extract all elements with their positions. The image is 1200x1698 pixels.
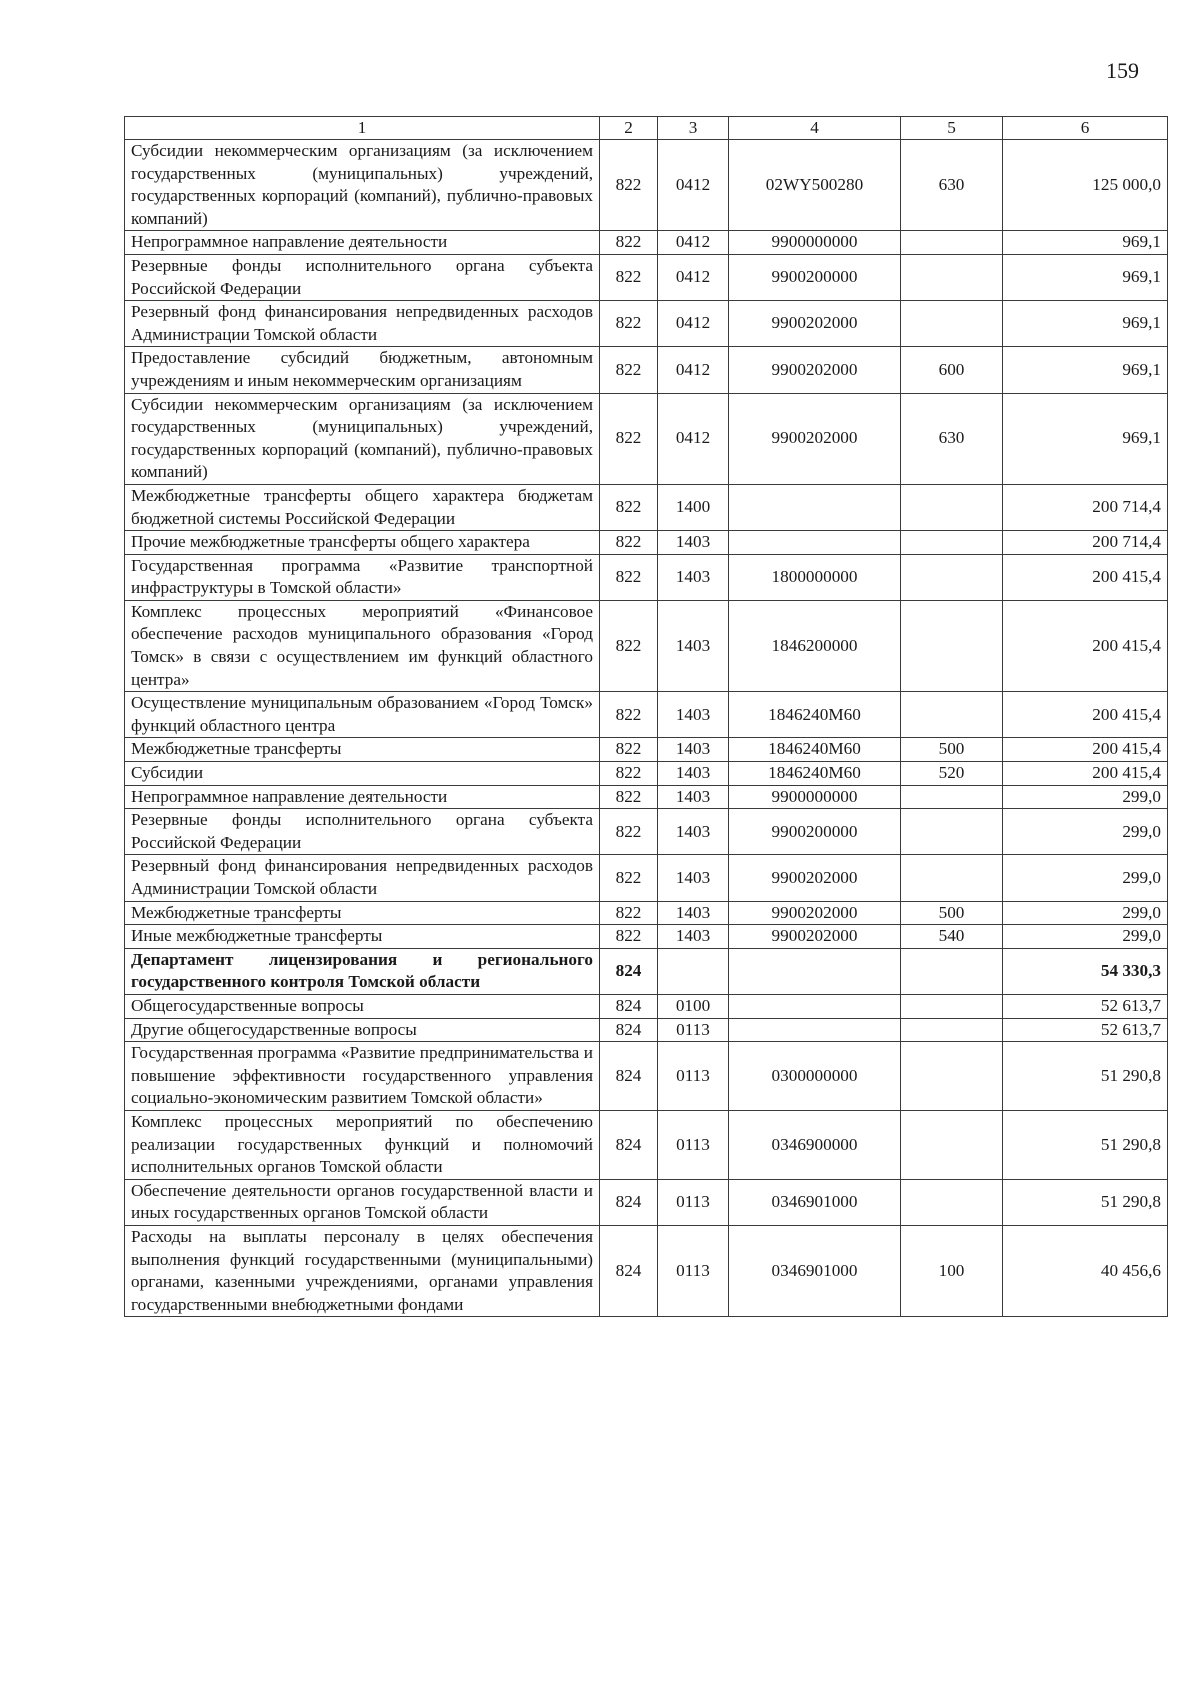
row-csr-cell: 0346901000 bbox=[729, 1225, 901, 1316]
table-row bbox=[125, 1042, 1168, 1111]
row-vr-cell bbox=[901, 785, 1003, 809]
row-name-cell: Субсидии bbox=[125, 762, 600, 786]
row-vr-cell bbox=[901, 301, 1003, 347]
row-vr-cell bbox=[901, 1042, 1003, 1111]
row-ved-cell: 824 bbox=[600, 994, 658, 1018]
table-row bbox=[125, 347, 1168, 393]
row-sum-cell: 299,0 bbox=[1003, 785, 1168, 809]
row-section-cell: 1403 bbox=[658, 925, 729, 949]
row-sum-cell: 200 415,4 bbox=[1003, 600, 1168, 691]
column-header: 2 bbox=[600, 117, 658, 140]
table-row bbox=[125, 948, 1168, 994]
row-sum-cell: 52 613,7 bbox=[1003, 994, 1168, 1018]
row-csr-cell bbox=[729, 948, 901, 994]
row-sum-cell: 200 714,4 bbox=[1003, 531, 1168, 555]
row-vr-cell bbox=[901, 692, 1003, 738]
row-sum-cell: 299,0 bbox=[1003, 855, 1168, 901]
row-csr-cell: 1846240M60 bbox=[729, 738, 901, 762]
row-section-cell: 0412 bbox=[658, 301, 729, 347]
row-csr-cell: 0346901000 bbox=[729, 1179, 901, 1225]
table-row bbox=[125, 1018, 1168, 1042]
row-name-cell: Резервные фонды исполнительного органа субъекта Российской Федерации bbox=[125, 809, 600, 855]
table-row bbox=[125, 738, 1168, 762]
table-row bbox=[125, 785, 1168, 809]
row-vr-cell bbox=[901, 531, 1003, 555]
row-csr-cell: 1846200000 bbox=[729, 600, 901, 691]
row-section-cell: 0113 bbox=[658, 1110, 729, 1179]
row-section-cell: 0412 bbox=[658, 254, 729, 300]
row-vr-cell: 500 bbox=[901, 901, 1003, 925]
row-sum-cell: 125 000,0 bbox=[1003, 140, 1168, 231]
table-row bbox=[125, 855, 1168, 901]
row-csr-cell: 9900200000 bbox=[729, 809, 901, 855]
row-csr-cell: 1846240M60 bbox=[729, 762, 901, 786]
table-row bbox=[125, 484, 1168, 530]
row-ved-cell: 822 bbox=[600, 484, 658, 530]
row-name-cell: Прочие межбюджетные трансферты общего характера bbox=[125, 531, 600, 555]
row-vr-cell bbox=[901, 855, 1003, 901]
row-name-cell: Комплекс процессных мероприятий по обеспечению реализации государственных функций и полномочий исполнительных органов Томской области bbox=[125, 1110, 600, 1179]
row-sum-cell: 299,0 bbox=[1003, 901, 1168, 925]
row-vr-cell: 500 bbox=[901, 738, 1003, 762]
row-section-cell: 1403 bbox=[658, 554, 729, 600]
row-vr-cell bbox=[901, 1179, 1003, 1225]
row-ved-cell: 824 bbox=[600, 1042, 658, 1111]
row-csr-cell: 9900202000 bbox=[729, 301, 901, 347]
row-section-cell: 0412 bbox=[658, 347, 729, 393]
row-sum-cell: 969,1 bbox=[1003, 254, 1168, 300]
table-row bbox=[125, 531, 1168, 555]
table-row bbox=[125, 140, 1168, 231]
row-csr-cell: 9900200000 bbox=[729, 254, 901, 300]
row-name-cell: Государственная программа «Развитие транспортной инфраструктуры в Томской области» bbox=[125, 554, 600, 600]
table-row bbox=[125, 901, 1168, 925]
row-name-cell: Обеспечение деятельности органов государственной власти и иных государственных органов Томской области bbox=[125, 1179, 600, 1225]
row-name-cell: Резервные фонды исполнительного органа субъекта Российской Федерации bbox=[125, 254, 600, 300]
row-name-cell: Межбюджетные трансферты bbox=[125, 901, 600, 925]
row-name-cell: Осуществление муниципальным образованием «Город Томск» функций областного центра bbox=[125, 692, 600, 738]
page-number: 159 bbox=[1106, 58, 1139, 83]
row-csr-cell bbox=[729, 1018, 901, 1042]
column-header: 6 bbox=[1003, 117, 1168, 140]
row-sum-cell: 969,1 bbox=[1003, 231, 1168, 255]
row-csr-cell: 9900202000 bbox=[729, 901, 901, 925]
row-vr-cell: 540 bbox=[901, 925, 1003, 949]
row-ved-cell: 822 bbox=[600, 600, 658, 691]
row-vr-cell: 100 bbox=[901, 1225, 1003, 1316]
row-ved-cell: 822 bbox=[600, 925, 658, 949]
column-header: 3 bbox=[658, 117, 729, 140]
row-csr-cell: 9900202000 bbox=[729, 855, 901, 901]
row-section-cell: 0412 bbox=[658, 231, 729, 255]
row-ved-cell: 822 bbox=[600, 785, 658, 809]
table-row bbox=[125, 1225, 1168, 1316]
row-ved-cell: 822 bbox=[600, 855, 658, 901]
row-name-cell: Непрограммное направление деятельности bbox=[125, 785, 600, 809]
row-name-cell: Предоставление субсидий бюджетным, автономным учреждениям и иным некоммерческим организациям bbox=[125, 347, 600, 393]
row-vr-cell bbox=[901, 600, 1003, 691]
row-ved-cell: 822 bbox=[600, 738, 658, 762]
row-vr-cell bbox=[901, 809, 1003, 855]
row-name-cell: Межбюджетные трансферты общего характера бюджетам бюджетной системы Российской Федерации bbox=[125, 484, 600, 530]
row-ved-cell: 822 bbox=[600, 809, 658, 855]
row-sum-cell: 51 290,8 bbox=[1003, 1179, 1168, 1225]
column-header: 5 bbox=[901, 117, 1003, 140]
row-vr-cell bbox=[901, 994, 1003, 1018]
row-sum-cell: 40 456,6 bbox=[1003, 1225, 1168, 1316]
row-vr-cell bbox=[901, 484, 1003, 530]
table-row bbox=[125, 554, 1168, 600]
table-body bbox=[125, 140, 1168, 1317]
row-sum-cell: 52 613,7 bbox=[1003, 1018, 1168, 1042]
row-section-cell: 0412 bbox=[658, 393, 729, 484]
row-vr-cell bbox=[901, 948, 1003, 994]
table-row bbox=[125, 600, 1168, 691]
row-section-cell: 0412 bbox=[658, 140, 729, 231]
row-ved-cell: 824 bbox=[600, 1179, 658, 1225]
row-ved-cell: 822 bbox=[600, 762, 658, 786]
row-name-cell: Расходы на выплаты персоналу в целях обеспечения выполнения функций государственными (муниципальными) органами, казенными учреждениями, органами управления государственными внебюджетными фондами bbox=[125, 1225, 600, 1316]
row-ved-cell: 822 bbox=[600, 301, 658, 347]
row-csr-cell: 1800000000 bbox=[729, 554, 901, 600]
row-section-cell: 0100 bbox=[658, 994, 729, 1018]
row-ved-cell: 822 bbox=[600, 231, 658, 255]
row-section-cell: 1403 bbox=[658, 809, 729, 855]
row-vr-cell bbox=[901, 554, 1003, 600]
row-csr-cell: 0346900000 bbox=[729, 1110, 901, 1179]
row-name-cell: Комплекс процессных мероприятий «Финансовое обеспечение расходов муниципального образования «Город Томск» в связи с осуществлением им функций областного центра» bbox=[125, 600, 600, 691]
row-name-cell: Государственная программа «Развитие предпринимательства и повышение эффективности государственного управления социально-экономическим развитием Томской области» bbox=[125, 1042, 600, 1111]
table-row bbox=[125, 809, 1168, 855]
table-row bbox=[125, 692, 1168, 738]
row-csr-cell bbox=[729, 531, 901, 555]
row-sum-cell: 200 714,4 bbox=[1003, 484, 1168, 530]
row-csr-cell bbox=[729, 484, 901, 530]
table-row bbox=[125, 254, 1168, 300]
row-csr-cell: 9900000000 bbox=[729, 231, 901, 255]
row-vr-cell bbox=[901, 1018, 1003, 1042]
table-row bbox=[125, 231, 1168, 255]
row-sum-cell: 299,0 bbox=[1003, 809, 1168, 855]
row-section-cell: 1400 bbox=[658, 484, 729, 530]
row-section-cell: 0113 bbox=[658, 1225, 729, 1316]
row-csr-cell: 9900202000 bbox=[729, 925, 901, 949]
row-ved-cell: 822 bbox=[600, 554, 658, 600]
row-sum-cell: 969,1 bbox=[1003, 347, 1168, 393]
row-ved-cell: 822 bbox=[600, 692, 658, 738]
row-section-cell: 1403 bbox=[658, 855, 729, 901]
table-row bbox=[125, 1179, 1168, 1225]
row-section-cell: 1403 bbox=[658, 785, 729, 809]
row-name-cell: Общегосударственные вопросы bbox=[125, 994, 600, 1018]
row-sum-cell: 299,0 bbox=[1003, 925, 1168, 949]
row-vr-cell: 600 bbox=[901, 347, 1003, 393]
row-sum-cell: 51 290,8 bbox=[1003, 1110, 1168, 1179]
table-row bbox=[125, 301, 1168, 347]
row-section-cell: 1403 bbox=[658, 531, 729, 555]
budget-table bbox=[124, 116, 1168, 1317]
row-name-cell: Субсидии некоммерческим организациям (за исключением государственных (муниципальных) учреждений, государственных корпораций (компаний), публично-правовых компаний) bbox=[125, 140, 600, 231]
row-vr-cell bbox=[901, 231, 1003, 255]
row-ved-cell: 822 bbox=[600, 531, 658, 555]
row-ved-cell: 824 bbox=[600, 1018, 658, 1042]
row-csr-cell: 9900202000 bbox=[729, 393, 901, 484]
row-csr-cell: 9900000000 bbox=[729, 785, 901, 809]
row-section-cell: 1403 bbox=[658, 600, 729, 691]
row-sum-cell: 51 290,8 bbox=[1003, 1042, 1168, 1111]
row-sum-cell: 200 415,4 bbox=[1003, 762, 1168, 786]
table-row bbox=[125, 925, 1168, 949]
row-csr-cell: 02WY500280 bbox=[729, 140, 901, 231]
row-ved-cell: 822 bbox=[600, 393, 658, 484]
row-csr-cell bbox=[729, 994, 901, 1018]
row-vr-cell bbox=[901, 1110, 1003, 1179]
row-section-cell: 0113 bbox=[658, 1179, 729, 1225]
row-sum-cell: 54 330,3 bbox=[1003, 948, 1168, 994]
row-csr-cell: 9900202000 bbox=[729, 347, 901, 393]
row-section-cell: 0113 bbox=[658, 1018, 729, 1042]
row-sum-cell: 200 415,4 bbox=[1003, 554, 1168, 600]
row-vr-cell bbox=[901, 254, 1003, 300]
row-name-cell: Межбюджетные трансферты bbox=[125, 738, 600, 762]
table-row bbox=[125, 393, 1168, 484]
row-section-cell: 1403 bbox=[658, 692, 729, 738]
row-ved-cell: 822 bbox=[600, 347, 658, 393]
row-csr-cell: 1846240M60 bbox=[729, 692, 901, 738]
row-vr-cell: 630 bbox=[901, 140, 1003, 231]
row-ved-cell: 824 bbox=[600, 1110, 658, 1179]
row-name-cell: Другие общегосударственные вопросы bbox=[125, 1018, 600, 1042]
row-ved-cell: 822 bbox=[600, 254, 658, 300]
row-sum-cell: 200 415,4 bbox=[1003, 692, 1168, 738]
table-row bbox=[125, 762, 1168, 786]
row-vr-cell: 630 bbox=[901, 393, 1003, 484]
row-ved-cell: 824 bbox=[600, 948, 658, 994]
row-name-cell: Резервный фонд финансирования непредвиденных расходов Администрации Томской области bbox=[125, 855, 600, 901]
row-ved-cell: 822 bbox=[600, 140, 658, 231]
row-sum-cell: 200 415,4 bbox=[1003, 738, 1168, 762]
row-name-cell: Резервный фонд финансирования непредвиденных расходов Администрации Томской области bbox=[125, 301, 600, 347]
row-name-cell: Субсидии некоммерческим организациям (за исключением государственных (муниципальных) учреждений, государственных корпораций (компаний), публично-правовых компаний) bbox=[125, 393, 600, 484]
row-csr-cell: 0300000000 bbox=[729, 1042, 901, 1111]
row-section-cell: 1403 bbox=[658, 901, 729, 925]
row-name-cell: Иные межбюджетные трансферты bbox=[125, 925, 600, 949]
row-section-cell: 0113 bbox=[658, 1042, 729, 1111]
row-vr-cell: 520 bbox=[901, 762, 1003, 786]
row-name-cell: Департамент лицензирования и регионального государственного контроля Томской области bbox=[125, 948, 600, 994]
row-ved-cell: 824 bbox=[600, 1225, 658, 1316]
column-header: 4 bbox=[729, 117, 901, 140]
table-row bbox=[125, 994, 1168, 1018]
row-section-cell: 1403 bbox=[658, 762, 729, 786]
row-section-cell bbox=[658, 948, 729, 994]
row-name-cell: Непрограммное направление деятельности bbox=[125, 231, 600, 255]
table-row bbox=[125, 1110, 1168, 1179]
header-row bbox=[125, 117, 1168, 140]
row-ved-cell: 822 bbox=[600, 901, 658, 925]
row-sum-cell: 969,1 bbox=[1003, 301, 1168, 347]
column-header: 1 bbox=[125, 117, 600, 140]
row-sum-cell: 969,1 bbox=[1003, 393, 1168, 484]
row-section-cell: 1403 bbox=[658, 738, 729, 762]
